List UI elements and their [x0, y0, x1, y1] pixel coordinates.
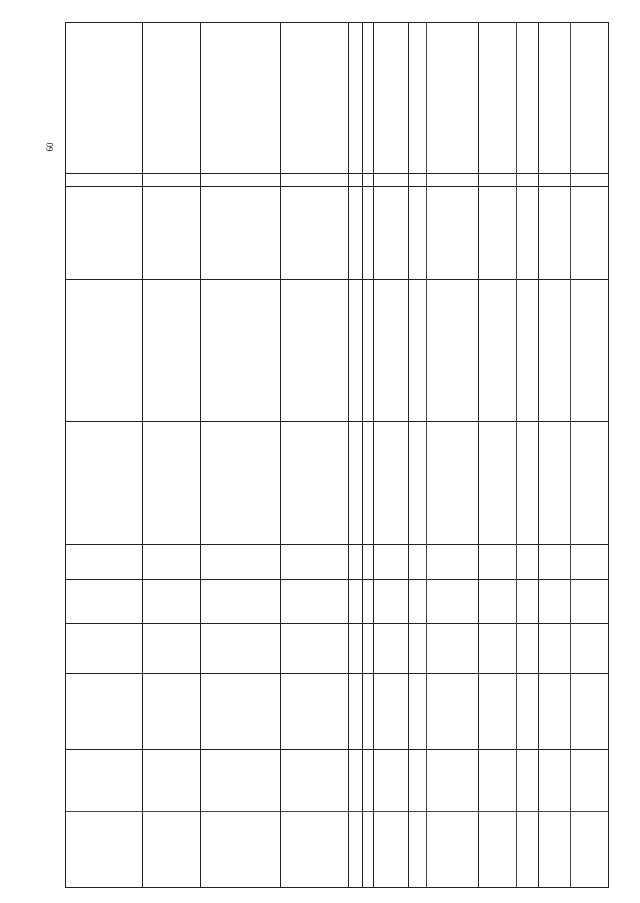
table-column-divider	[280, 23, 281, 887]
table-column-divider	[200, 23, 201, 887]
table-row	[66, 421, 608, 422]
table-column-divider	[426, 23, 427, 887]
table-column-divider	[408, 23, 409, 887]
table-column-divider	[348, 23, 349, 887]
table-row	[66, 173, 608, 174]
table-row	[66, 811, 608, 812]
table-column-divider	[142, 23, 143, 887]
table-column-divider	[362, 23, 363, 887]
table-column-divider	[516, 23, 517, 887]
table-row	[66, 749, 608, 750]
table-row	[66, 279, 608, 280]
table-row	[66, 579, 608, 580]
page-number: 60	[45, 142, 55, 152]
table-row	[66, 673, 608, 674]
table-column-divider	[478, 23, 479, 887]
table-row	[66, 623, 608, 624]
budget-table	[65, 22, 609, 888]
table-row	[66, 544, 608, 545]
table-column-divider	[373, 23, 374, 887]
table-row	[66, 186, 608, 187]
table-column-divider	[538, 23, 539, 887]
table-column-divider	[570, 23, 571, 887]
